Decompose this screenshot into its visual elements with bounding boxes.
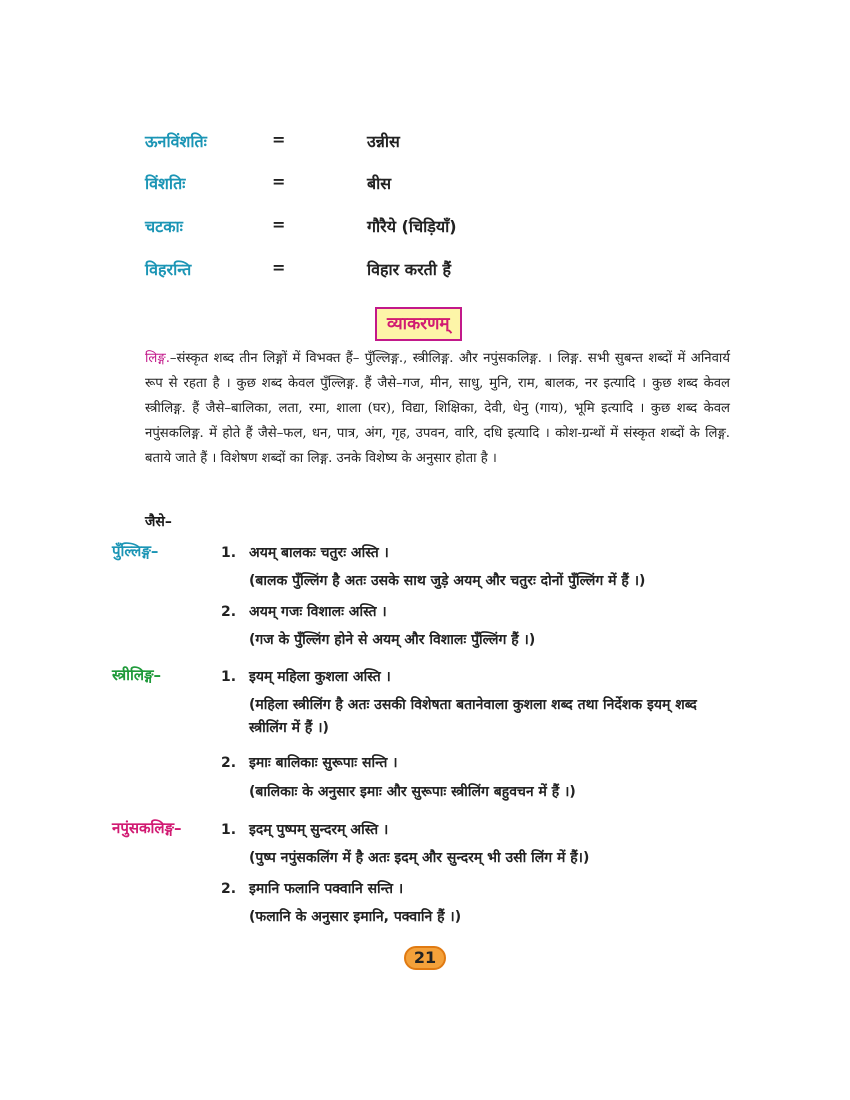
example-sentence xyxy=(221,602,387,621)
example-text: अयम् गजः विशालः अस्ति । xyxy=(249,604,387,620)
example-text: इमाः बालिकाः सुरूपाः सन्ति । xyxy=(249,755,398,771)
example-text: इयम् महिला कुशला अस्ति । xyxy=(249,669,391,685)
vocab-term: चटकाः xyxy=(145,217,183,236)
vocab-row xyxy=(0,258,850,288)
vocab-meaning: बीस xyxy=(367,174,392,193)
example-text: इदम् पुष्पम् सुन्दरम् अस्ति । xyxy=(249,822,389,838)
vocab-term: ऊनविंशतिः xyxy=(145,132,207,151)
example-text: अयम् बालकः चतुरः अस्ति । xyxy=(249,545,389,561)
vocab-meaning: गौरैये (चिड़ियाँ) xyxy=(367,217,457,236)
page-number: 21 xyxy=(404,946,446,970)
example-sentence xyxy=(221,820,388,839)
section-label-masculine: पुँल्लिङ्ग– xyxy=(112,542,159,560)
example-sentence xyxy=(221,667,391,686)
intro-lead-term: लिङ्ग. xyxy=(145,351,170,366)
vocab-row xyxy=(0,215,850,245)
example-note: (गज के पुँल्लिंग होने से अयम् और विशालः पुँल्लिंग हैं ।) xyxy=(249,632,536,648)
examples-heading: जैसे– xyxy=(145,514,172,530)
example-note: (फलानि के अनुसार इमानि, पक्वानि हैं ।) xyxy=(249,909,462,925)
section-heading: व्याकरणम् xyxy=(375,307,462,341)
vocab-equals: = xyxy=(272,215,286,234)
vocab-equals: = xyxy=(272,258,286,277)
section-label-feminine: स्त्रीलिङ्ग– xyxy=(112,666,162,684)
example-number: 1. xyxy=(221,669,237,685)
intro-text: –संस्कृत शब्द तीन लिङ्गों में विभक्त हैं– पुँल्लिङ्ग., स्त्रीलिङ्ग. और नपुंसकलिङ्ग. । लिङ्ग. सभी सुबन्त शब्दों में अनिवार्य रूप से रहता है । कुछ शब्द केवल पुँल्लिङ्ग. हैं जैसे–गज, मीन, साधु, मुनि, राम, बालक, नर इत्यादि । कुछ शब्द केवल स्त्रीलिङ्ग. हैं जैसे–बालिका, लता, रमा, शाला (घर), विद्या, शिक्षिका, देवी, धेनु (गाय), भूमि इत्यादि । कुछ शब्द केवल नपुंसकलिङ्ग. में होते हैं जैसे–फल, धन, पात्र, अंग, गृह, उपवन, वारि, दधि इत्यादि । कोश-ग्रन्थों में संस्कृत शब्दों के लिङ्ग. बताये जाते हैं । विशेषण शब्दों का लिङ्ग. उनके विशेष्य के अनुसार होता है । xyxy=(145,351,730,466)
example-number: 2. xyxy=(221,755,237,771)
vocab-row xyxy=(0,172,850,202)
example-note: (बालक पुँल्लिंग है अतः उसके साथ जुड़े अयम् और चतुरः दोनों पुँल्लिंग में हैं ।) xyxy=(249,573,646,589)
example-sentence xyxy=(221,543,389,562)
example-sentence xyxy=(221,753,398,772)
example-number: 1. xyxy=(221,545,237,561)
vocab-equals: = xyxy=(272,130,286,149)
example-number: 2. xyxy=(221,881,237,897)
vocab-meaning: विहार करती हैं xyxy=(367,260,451,279)
vocab-row xyxy=(0,130,850,160)
vocab-term: विहरन्ति xyxy=(145,260,192,279)
example-note: (बालिकाः के अनुसार इमाः और सुरूपाः स्त्रीलिंग बहुवचन में हैं ।) xyxy=(249,784,576,800)
vocab-meaning: उन्नीस xyxy=(367,132,400,151)
example-number: 1. xyxy=(221,822,237,838)
example-note: (महिला स्त्रीलिंग है अतः उसकी विशेषता बतानेवाला कुशला शब्द तथा निर्देशक इयम् शब्द स्त्रीलिंग में हैं ।) xyxy=(249,697,697,736)
example-text: इमानि फलानि पक्वानि सन्ति । xyxy=(249,881,404,897)
vocab-equals: = xyxy=(272,172,286,191)
example-sentence xyxy=(221,879,403,898)
section-label-neuter: नपुंसकलिङ्ग– xyxy=(112,819,182,837)
example-number: 2. xyxy=(221,604,237,620)
intro-paragraph xyxy=(145,346,730,471)
example-note: (पुष्प नपुंसकलिंग में है अतः इदम् और सुन्दरम् भी उसी लिंग में हैं।) xyxy=(249,850,590,866)
vocab-term: विंशतिः xyxy=(145,174,186,193)
